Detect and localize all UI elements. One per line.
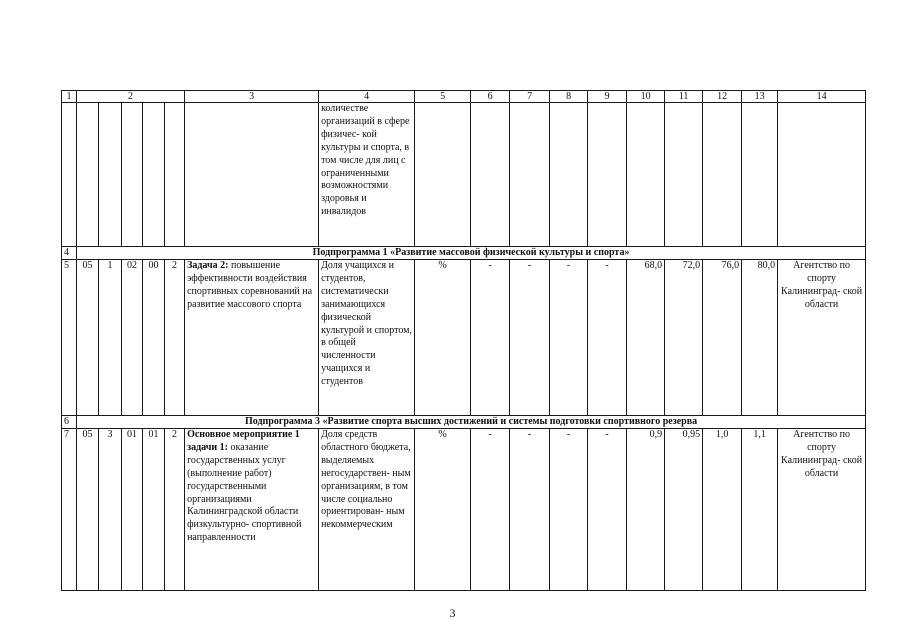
table-cell <box>77 103 99 247</box>
value-cell: - <box>471 260 510 416</box>
indicator-cell: Доля средств областного бюджета, выделяемых негосударствен- ным организациям, в том числе социально ориентирован- ным некоммерческим <box>319 429 415 591</box>
value-cell: 0,9 <box>627 429 665 591</box>
table-cell <box>185 103 319 247</box>
column-number: 8 <box>550 91 588 103</box>
row-index: 7 <box>62 429 77 591</box>
table-cell <box>742 103 778 247</box>
table-cell <box>99 103 122 247</box>
code-cell: 1 <box>99 260 122 416</box>
code-cell: 2 <box>165 260 185 416</box>
value-cell: - <box>550 260 588 416</box>
column-number: 5 <box>415 91 471 103</box>
column-number: 7 <box>510 91 550 103</box>
value-cell: 68,0 <box>627 260 665 416</box>
table-cell <box>778 103 866 247</box>
table-cell <box>62 103 77 247</box>
subprogram-row <box>62 247 866 260</box>
column-number: 12 <box>703 91 742 103</box>
row-index: 4 <box>62 247 77 260</box>
subprogram-row <box>62 416 866 429</box>
table-cell <box>588 103 627 247</box>
table-cell <box>550 103 588 247</box>
page-number: 3 <box>449 606 456 620</box>
row-index: 5 <box>62 260 77 416</box>
subprogram-title: Подпрограмма 3 «Развитие спорта высших достижений и системы подготовки спортивного резерва <box>77 416 866 429</box>
table-cell <box>665 103 703 247</box>
row-index: 6 <box>62 416 77 429</box>
value-cell: 72,0 <box>665 260 703 416</box>
column-number: 10 <box>627 91 665 103</box>
value-cell: - <box>471 429 510 591</box>
indicator-cell: Доля учащихся и студентов, систематически занимающихся физической культурой и спортом, в общей численности учащихся и студентов <box>319 260 415 416</box>
code-cell: 00 <box>143 260 165 416</box>
code-cell: 2 <box>165 429 185 591</box>
value-cell: - <box>550 429 588 591</box>
value-cell: 1,1 <box>742 429 778 591</box>
event-label: Основное мероприятие 1 задачи 1: <box>187 429 300 453</box>
column-number: 1 <box>62 91 77 103</box>
column-number: 13 <box>742 91 778 103</box>
value-cell: 1,0 <box>703 429 742 591</box>
executor-cell: Агентство по спорту Калининград- ской области <box>778 260 866 416</box>
executor-cell: Агентство по спорту Калининград- ской области <box>778 429 866 591</box>
column-number-row <box>62 91 866 103</box>
table-cell <box>143 103 165 247</box>
table-cell <box>471 103 510 247</box>
table-cell <box>703 103 742 247</box>
value-cell: - <box>510 429 550 591</box>
column-number: 2 <box>77 91 185 103</box>
table-row <box>62 260 866 416</box>
value-cell: - <box>588 260 627 416</box>
column-number: 14 <box>778 91 866 103</box>
code-cell: 05 <box>77 260 99 416</box>
unit-cell: % <box>415 429 471 591</box>
column-number: 6 <box>471 91 510 103</box>
table-cell <box>122 103 143 247</box>
code-cell: 3 <box>99 429 122 591</box>
table-cell <box>627 103 665 247</box>
event-text: оказание государственных услуг (выполнение работ) государственными организациями Калининградской области физкультурно- спортивной направленности <box>187 441 302 544</box>
table-cell <box>165 103 185 247</box>
value-cell: 0,95 <box>665 429 703 591</box>
unit-cell: % <box>415 260 471 416</box>
value-cell: - <box>510 260 550 416</box>
table-cell <box>510 103 550 247</box>
column-number: 4 <box>319 91 415 103</box>
code-cell: 02 <box>122 260 143 416</box>
code-cell: 05 <box>77 429 99 591</box>
task-text: повышение эффективности воздействия спортивных соревнований на развитие массового спорта <box>187 260 313 310</box>
task-cell <box>185 260 319 416</box>
column-number: 11 <box>665 91 703 103</box>
table-cell <box>415 103 471 247</box>
subprogram-title: Подпрограмма 1 «Развитие массовой физической культуры и спорта» <box>77 247 866 260</box>
column-number: 3 <box>185 91 319 103</box>
indicator-cell: количестве организаций в сфере физичес- кой культуры и спорта, в том числе для лиц с ограниченными возможностями здоровья и инвалидов <box>319 103 415 247</box>
value-cell: 76,0 <box>703 260 742 416</box>
value-cell: - <box>588 429 627 591</box>
column-number: 9 <box>588 91 627 103</box>
event-cell <box>185 429 319 591</box>
code-cell: 01 <box>143 429 165 591</box>
table-row <box>62 429 866 591</box>
indicators-table <box>61 90 866 591</box>
value-cell: 80,0 <box>742 260 778 416</box>
table-row <box>62 103 866 247</box>
code-cell: 01 <box>122 429 143 591</box>
task-label: Задача 2: <box>187 260 229 271</box>
